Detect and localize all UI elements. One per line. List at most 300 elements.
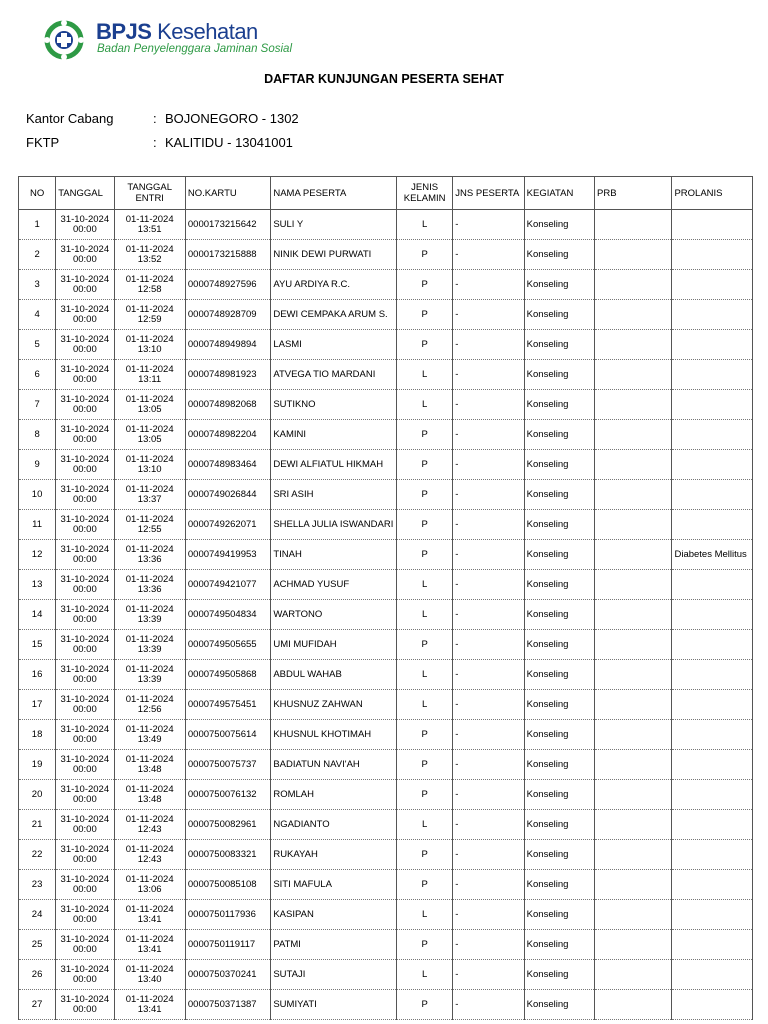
cell-tanggal-entri xyxy=(114,300,185,330)
cell-prolanis xyxy=(672,300,753,330)
cell-no: 17 xyxy=(19,690,56,720)
cell-tanggal-entri-date: 01-11-2024 xyxy=(125,633,174,645)
cell-jns-peserta: - xyxy=(453,300,524,330)
cell-tanggal-entri-time: 13:41 xyxy=(137,943,162,955)
cell-tanggal-time: 00:00 xyxy=(72,553,97,565)
cell-prb xyxy=(595,870,672,900)
cell-jenis-kelamin: P xyxy=(397,990,453,1020)
cell-no: 4 xyxy=(19,300,56,330)
header-prb: PRB xyxy=(595,177,672,210)
table-row xyxy=(19,930,753,960)
cell-nama-peserta: WARTONO xyxy=(271,600,397,630)
cell-nama-peserta: TINAH xyxy=(271,540,397,570)
cell-tanggal-date: 31-10-2024 xyxy=(60,573,110,585)
cell-jenis-kelamin: P xyxy=(397,540,453,570)
cell-tanggal-time: 00:00 xyxy=(72,643,97,655)
cell-no-kartu: 0000173215642 xyxy=(185,210,270,240)
cell-tanggal-date: 31-10-2024 xyxy=(60,453,110,465)
cell-prolanis: Diabetes Mellitus xyxy=(672,540,753,570)
cell-prolanis xyxy=(672,360,753,390)
cell-prb xyxy=(595,330,672,360)
cell-tanggal-entri-time: 13:41 xyxy=(137,1003,162,1015)
cell-prb xyxy=(595,450,672,480)
cell-jenis-kelamin: P xyxy=(397,270,453,300)
cell-no-kartu: 0000748983464 xyxy=(185,450,270,480)
table-row xyxy=(19,570,753,600)
cell-no: 1 xyxy=(19,210,56,240)
cell-prb xyxy=(595,600,672,630)
table-header-row xyxy=(19,177,753,210)
cell-tanggal-entri-time: 13:48 xyxy=(137,763,162,775)
cell-jns-peserta: - xyxy=(453,240,524,270)
cell-tanggal-date: 31-10-2024 xyxy=(60,663,110,675)
cell-tanggal-date: 31-10-2024 xyxy=(60,483,110,495)
cell-prb xyxy=(595,270,672,300)
cell-kegiatan: Konseling xyxy=(524,330,594,360)
cell-tanggal xyxy=(56,600,114,630)
header-jenis-kelamin: JENIS KELAMIN xyxy=(397,177,453,210)
cell-tanggal-time: 00:00 xyxy=(72,523,97,535)
table-row xyxy=(19,240,753,270)
cell-prb xyxy=(595,930,672,960)
cell-tanggal-date: 31-10-2024 xyxy=(60,393,110,405)
cell-tanggal-date: 31-10-2024 xyxy=(60,633,110,645)
cell-nama-peserta: SUMIYATI xyxy=(271,990,397,1020)
cell-prolanis xyxy=(672,810,753,840)
cell-nama-peserta: NINIK DEWI PURWATI xyxy=(271,240,397,270)
cell-no: 8 xyxy=(19,420,56,450)
cell-jenis-kelamin: P xyxy=(397,870,453,900)
cell-jenis-kelamin: L xyxy=(397,810,453,840)
cell-tanggal-time: 00:00 xyxy=(72,313,97,325)
cell-jns-peserta: - xyxy=(453,480,524,510)
brand-name-kesehatan: Kesehatan xyxy=(151,19,258,44)
document-title: DAFTAR KUNJUNGAN PESERTA SEHAT xyxy=(264,72,504,86)
cell-tanggal-entri-date: 01-11-2024 xyxy=(125,453,174,465)
cell-tanggal-entri-time: 13:10 xyxy=(137,343,162,355)
header-jns-peserta: JNS PESERTA xyxy=(453,177,524,210)
cell-no-kartu: 0000748928709 xyxy=(185,300,270,330)
cell-no: 13 xyxy=(19,570,56,600)
cell-no-kartu: 0000748927596 xyxy=(185,270,270,300)
cell-tanggal-entri-date: 01-11-2024 xyxy=(125,813,174,825)
cell-tanggal-date: 31-10-2024 xyxy=(60,603,110,615)
cell-nama-peserta: BADIATUN NAVI'AH xyxy=(271,750,397,780)
cell-no-kartu: 0000749026844 xyxy=(185,480,270,510)
cell-tanggal xyxy=(56,750,114,780)
cell-tanggal-entri xyxy=(114,960,185,990)
cell-kegiatan: Konseling xyxy=(524,390,594,420)
cell-tanggal-entri-time: 13:06 xyxy=(137,883,162,895)
cell-prb xyxy=(595,990,672,1020)
table-row xyxy=(19,480,753,510)
cell-no: 27 xyxy=(19,990,56,1020)
cell-tanggal-time: 00:00 xyxy=(72,973,97,985)
cell-tanggal-entri xyxy=(114,900,185,930)
cell-tanggal-entri xyxy=(114,750,185,780)
bpjs-logo-icon xyxy=(44,20,84,60)
cell-prolanis xyxy=(672,420,753,450)
cell-tanggal-time: 00:00 xyxy=(72,703,97,715)
table-row xyxy=(19,510,753,540)
cell-no: 5 xyxy=(19,330,56,360)
cell-tanggal-entri-date: 01-11-2024 xyxy=(125,363,174,375)
cell-tanggal-entri xyxy=(114,240,185,270)
cell-prolanis xyxy=(672,900,753,930)
cell-prb xyxy=(595,750,672,780)
cell-tanggal-time: 00:00 xyxy=(72,913,97,925)
cell-prb xyxy=(595,690,672,720)
cell-jns-peserta: - xyxy=(453,450,524,480)
cell-tanggal-entri-date: 01-11-2024 xyxy=(125,933,174,945)
cell-tanggal xyxy=(56,780,114,810)
cell-tanggal xyxy=(56,270,114,300)
cell-prolanis xyxy=(672,570,753,600)
cell-prb xyxy=(595,480,672,510)
cell-nama-peserta: UMI MUFIDAH xyxy=(271,630,397,660)
brand-name xyxy=(96,19,258,45)
cell-jns-peserta: - xyxy=(453,360,524,390)
cell-prolanis xyxy=(672,450,753,480)
cell-nama-peserta: KHUSNUZ ZAHWAN xyxy=(271,690,397,720)
cell-prolanis xyxy=(672,720,753,750)
cell-nama-peserta: KAMINI xyxy=(271,420,397,450)
cell-tanggal-time: 00:00 xyxy=(72,223,97,235)
table-row xyxy=(19,870,753,900)
cell-tanggal-time: 00:00 xyxy=(72,883,97,895)
cell-prb xyxy=(595,540,672,570)
cell-no-kartu: 0000749421077 xyxy=(185,570,270,600)
cell-tanggal-date: 31-10-2024 xyxy=(60,843,110,855)
cell-tanggal-date: 31-10-2024 xyxy=(60,933,110,945)
cell-jenis-kelamin: L xyxy=(397,390,453,420)
cell-jenis-kelamin: P xyxy=(397,510,453,540)
cell-tanggal-date: 31-10-2024 xyxy=(60,723,110,735)
cell-tanggal-entri xyxy=(114,600,185,630)
cell-jns-peserta: - xyxy=(453,390,524,420)
cell-prb xyxy=(595,810,672,840)
cell-no-kartu: 0000749419953 xyxy=(185,540,270,570)
cell-no-kartu: 0000750370241 xyxy=(185,960,270,990)
cell-tanggal-date: 31-10-2024 xyxy=(60,423,110,435)
cell-jns-peserta: - xyxy=(453,600,524,630)
cell-prb xyxy=(595,960,672,990)
table-row xyxy=(19,690,753,720)
cell-no: 6 xyxy=(19,360,56,390)
cell-tanggal-entri xyxy=(114,690,185,720)
cell-nama-peserta: LASMI xyxy=(271,330,397,360)
cell-jns-peserta: - xyxy=(453,270,524,300)
cell-tanggal-time: 00:00 xyxy=(72,463,97,475)
cell-no-kartu: 0000750076132 xyxy=(185,780,270,810)
cell-prb xyxy=(595,720,672,750)
cell-no-kartu: 0000750085108 xyxy=(185,870,270,900)
cell-kegiatan: Konseling xyxy=(524,570,594,600)
cell-tanggal-entri xyxy=(114,780,185,810)
cell-kegiatan: Konseling xyxy=(524,450,594,480)
cell-tanggal-entri xyxy=(114,450,185,480)
cell-no-kartu: 0000750075737 xyxy=(185,750,270,780)
cell-jenis-kelamin: L xyxy=(397,210,453,240)
cell-jns-peserta: - xyxy=(453,810,524,840)
cell-prb xyxy=(595,390,672,420)
table-row xyxy=(19,840,753,870)
cell-tanggal-entri-date: 01-11-2024 xyxy=(125,213,174,225)
cell-tanggal xyxy=(56,990,114,1020)
table-row xyxy=(19,780,753,810)
cell-nama-peserta: SUTIKNO xyxy=(271,390,397,420)
cell-tanggal-entri-time: 13:40 xyxy=(137,973,162,985)
cell-prolanis xyxy=(672,480,753,510)
cell-nama-peserta: SHELLA JULIA ISWANDARI xyxy=(271,510,397,540)
header-kegiatan: KEGIATAN xyxy=(524,177,594,210)
cell-jenis-kelamin: P xyxy=(397,300,453,330)
cell-prb xyxy=(595,510,672,540)
cell-jenis-kelamin: L xyxy=(397,690,453,720)
cell-prolanis xyxy=(672,780,753,810)
cell-prolanis xyxy=(672,210,753,240)
cell-jns-peserta: - xyxy=(453,540,524,570)
cell-tanggal-entri-date: 01-11-2024 xyxy=(125,303,174,315)
cell-tanggal-entri-time: 13:11 xyxy=(138,373,162,385)
fktp-colon: : xyxy=(153,135,157,150)
cell-no: 18 xyxy=(19,720,56,750)
table-row xyxy=(19,540,753,570)
cell-tanggal-entri-date: 01-11-2024 xyxy=(125,783,174,795)
cell-jenis-kelamin: P xyxy=(397,480,453,510)
cell-tanggal xyxy=(56,240,114,270)
cell-no-kartu: 0000750119117 xyxy=(185,930,270,960)
cell-no: 21 xyxy=(19,810,56,840)
cell-prolanis xyxy=(672,630,753,660)
cell-tanggal-time: 00:00 xyxy=(72,853,97,865)
cell-prb xyxy=(595,360,672,390)
cell-kegiatan: Konseling xyxy=(524,780,594,810)
cell-tanggal-entri-time: 13:36 xyxy=(137,583,162,595)
cell-jns-peserta: - xyxy=(453,210,524,240)
cell-tanggal-date: 31-10-2024 xyxy=(60,513,110,525)
cell-prb xyxy=(595,840,672,870)
cell-tanggal-entri-date: 01-11-2024 xyxy=(125,723,174,735)
cell-jns-peserta: - xyxy=(453,660,524,690)
cell-tanggal-date: 31-10-2024 xyxy=(60,273,110,285)
cell-jns-peserta: - xyxy=(453,960,524,990)
cell-tanggal xyxy=(56,390,114,420)
cell-prb xyxy=(595,210,672,240)
cell-tanggal-entri xyxy=(114,570,185,600)
cell-jns-peserta: - xyxy=(453,840,524,870)
cell-tanggal-entri xyxy=(114,660,185,690)
cell-no: 15 xyxy=(19,630,56,660)
cell-nama-peserta: ROMLAH xyxy=(271,780,397,810)
cell-tanggal-entri-date: 01-11-2024 xyxy=(125,993,174,1005)
cell-no-kartu: 0000748949894 xyxy=(185,330,270,360)
cell-tanggal xyxy=(56,540,114,570)
cell-tanggal xyxy=(56,690,114,720)
header-prolanis: PROLANIS xyxy=(672,177,753,210)
cell-prolanis xyxy=(672,240,753,270)
cell-nama-peserta: NGADIANTO xyxy=(271,810,397,840)
cell-nama-peserta: ABDUL WAHAB xyxy=(271,660,397,690)
cell-tanggal-entri-date: 01-11-2024 xyxy=(125,393,174,405)
cell-tanggal-entri-date: 01-11-2024 xyxy=(125,753,174,765)
cell-tanggal xyxy=(56,900,114,930)
cell-jenis-kelamin: P xyxy=(397,840,453,870)
cell-jns-peserta: - xyxy=(453,870,524,900)
cell-jenis-kelamin: L xyxy=(397,570,453,600)
cell-tanggal-entri-time: 13:49 xyxy=(137,733,162,745)
cell-kegiatan: Konseling xyxy=(524,690,594,720)
cell-jns-peserta: - xyxy=(453,900,524,930)
cell-jns-peserta: - xyxy=(453,510,524,540)
cell-tanggal-entri-time: 13:37 xyxy=(137,493,162,505)
cell-nama-peserta: KHUSNUL KHOTIMAH xyxy=(271,720,397,750)
cell-tanggal xyxy=(56,450,114,480)
cell-jenis-kelamin: P xyxy=(397,720,453,750)
cell-no-kartu: 0000750371387 xyxy=(185,990,270,1020)
cell-kegiatan: Konseling xyxy=(524,870,594,900)
kantor-cabang-value: BOJONEGORO - 1302 xyxy=(165,111,299,126)
cell-tanggal xyxy=(56,570,114,600)
cell-tanggal-entri-date: 01-11-2024 xyxy=(125,843,174,855)
cell-jns-peserta: - xyxy=(453,750,524,780)
cell-jns-peserta: - xyxy=(453,930,524,960)
cell-tanggal-entri-date: 01-11-2024 xyxy=(125,603,174,615)
cell-tanggal-date: 31-10-2024 xyxy=(60,783,110,795)
table-row xyxy=(19,420,753,450)
cell-tanggal-time: 00:00 xyxy=(72,493,97,505)
cell-nama-peserta: KASIPAN xyxy=(271,900,397,930)
cell-prolanis xyxy=(672,510,753,540)
header-no-kartu: NO.KARTU xyxy=(185,177,270,210)
cell-no-kartu: 0000750083321 xyxy=(185,840,270,870)
cell-prolanis xyxy=(672,660,753,690)
cell-no: 23 xyxy=(19,870,56,900)
cell-prb xyxy=(595,630,672,660)
cell-tanggal-time: 00:00 xyxy=(72,343,97,355)
cell-tanggal-date: 31-10-2024 xyxy=(60,813,110,825)
cell-no: 2 xyxy=(19,240,56,270)
kantor-cabang-label: Kantor Cabang xyxy=(26,111,114,126)
cell-kegiatan: Konseling xyxy=(524,900,594,930)
cell-tanggal-entri xyxy=(114,360,185,390)
cell-tanggal xyxy=(56,930,114,960)
cell-nama-peserta: RUKAYAH xyxy=(271,840,397,870)
cell-jns-peserta: - xyxy=(453,420,524,450)
cell-jenis-kelamin: P xyxy=(397,330,453,360)
table-row xyxy=(19,300,753,330)
cell-prb xyxy=(595,660,672,690)
cell-tanggal-entri-date: 01-11-2024 xyxy=(125,333,174,345)
cell-tanggal-entri xyxy=(114,390,185,420)
cell-no: 24 xyxy=(19,900,56,930)
cell-kegiatan: Konseling xyxy=(524,630,594,660)
cell-tanggal-time: 00:00 xyxy=(72,433,97,445)
cell-tanggal-entri-time: 13:41 xyxy=(137,913,162,925)
cell-tanggal-entri xyxy=(114,330,185,360)
cell-kegiatan: Konseling xyxy=(524,510,594,540)
table-row xyxy=(19,330,753,360)
table-row xyxy=(19,270,753,300)
header-no: NO xyxy=(19,177,56,210)
cell-jenis-kelamin: L xyxy=(397,900,453,930)
cell-no-kartu: 0000750075614 xyxy=(185,720,270,750)
cell-nama-peserta: AYU ARDIYA R.C. xyxy=(271,270,397,300)
cell-tanggal-time: 00:00 xyxy=(72,283,97,295)
cell-jns-peserta: - xyxy=(453,720,524,750)
table-row xyxy=(19,660,753,690)
cell-tanggal-time: 00:00 xyxy=(72,373,97,385)
cell-kegiatan: Konseling xyxy=(524,420,594,450)
cell-tanggal-time: 00:00 xyxy=(72,763,97,775)
cell-tanggal-entri-date: 01-11-2024 xyxy=(125,483,174,495)
cell-no: 26 xyxy=(19,960,56,990)
cell-no: 3 xyxy=(19,270,56,300)
cell-tanggal-entri xyxy=(114,630,185,660)
table-row xyxy=(19,210,753,240)
cell-no: 10 xyxy=(19,480,56,510)
cell-nama-peserta: ATVEGA TIO MARDANI xyxy=(271,360,397,390)
cell-tanggal-entri-time: 12:56 xyxy=(137,703,162,715)
cell-jns-peserta: - xyxy=(453,780,524,810)
cell-kegiatan: Konseling xyxy=(524,840,594,870)
cell-tanggal xyxy=(56,840,114,870)
cell-tanggal-entri xyxy=(114,870,185,900)
cell-no: 12 xyxy=(19,540,56,570)
cell-no-kartu: 0000750082961 xyxy=(185,810,270,840)
cell-tanggal-entri xyxy=(114,510,185,540)
cell-tanggal-entri-date: 01-11-2024 xyxy=(125,963,174,975)
cell-tanggal xyxy=(56,360,114,390)
cell-kegiatan: Konseling xyxy=(524,540,594,570)
table-row xyxy=(19,990,753,1020)
header-tanggal: TANGGAL xyxy=(56,177,114,210)
cell-tanggal-time: 00:00 xyxy=(72,613,97,625)
cell-tanggal-entri-time: 13:51 xyxy=(137,223,162,235)
cell-nama-peserta: DEWI CEMPAKA ARUM S. xyxy=(271,300,397,330)
cell-tanggal-time: 00:00 xyxy=(72,1003,97,1015)
table-body xyxy=(19,210,753,1020)
cell-tanggal-entri-date: 01-11-2024 xyxy=(125,873,174,885)
cell-tanggal xyxy=(56,630,114,660)
cell-tanggal xyxy=(56,480,114,510)
cell-tanggal xyxy=(56,510,114,540)
cell-tanggal-entri-date: 01-11-2024 xyxy=(125,573,174,585)
cell-tanggal-entri xyxy=(114,810,185,840)
cell-prolanis xyxy=(672,600,753,630)
table-row xyxy=(19,810,753,840)
fktp-label: FKTP xyxy=(26,135,60,150)
cell-no-kartu: 0000749505655 xyxy=(185,630,270,660)
cell-tanggal-entri-time: 13:39 xyxy=(137,673,162,685)
cell-tanggal xyxy=(56,330,114,360)
cell-tanggal-date: 31-10-2024 xyxy=(60,693,110,705)
cell-tanggal-date: 31-10-2024 xyxy=(60,363,110,375)
cell-tanggal-entri-time: 13:52 xyxy=(137,253,162,265)
cell-tanggal-time: 00:00 xyxy=(72,793,97,805)
cell-tanggal-time: 00:00 xyxy=(72,403,97,415)
cell-jenis-kelamin: L xyxy=(397,600,453,630)
cell-tanggal-date: 31-10-2024 xyxy=(60,753,110,765)
cell-tanggal-entri-date: 01-11-2024 xyxy=(125,903,174,915)
cell-nama-peserta: ACHMAD YUSUF xyxy=(271,570,397,600)
cell-no-kartu: 0000749504834 xyxy=(185,600,270,630)
cell-no: 9 xyxy=(19,450,56,480)
cell-no: 20 xyxy=(19,780,56,810)
cell-tanggal-entri-time: 12:58 xyxy=(137,283,162,295)
cell-no-kartu: 0000749262071 xyxy=(185,510,270,540)
cell-tanggal-entri-time: 13:39 xyxy=(137,643,162,655)
